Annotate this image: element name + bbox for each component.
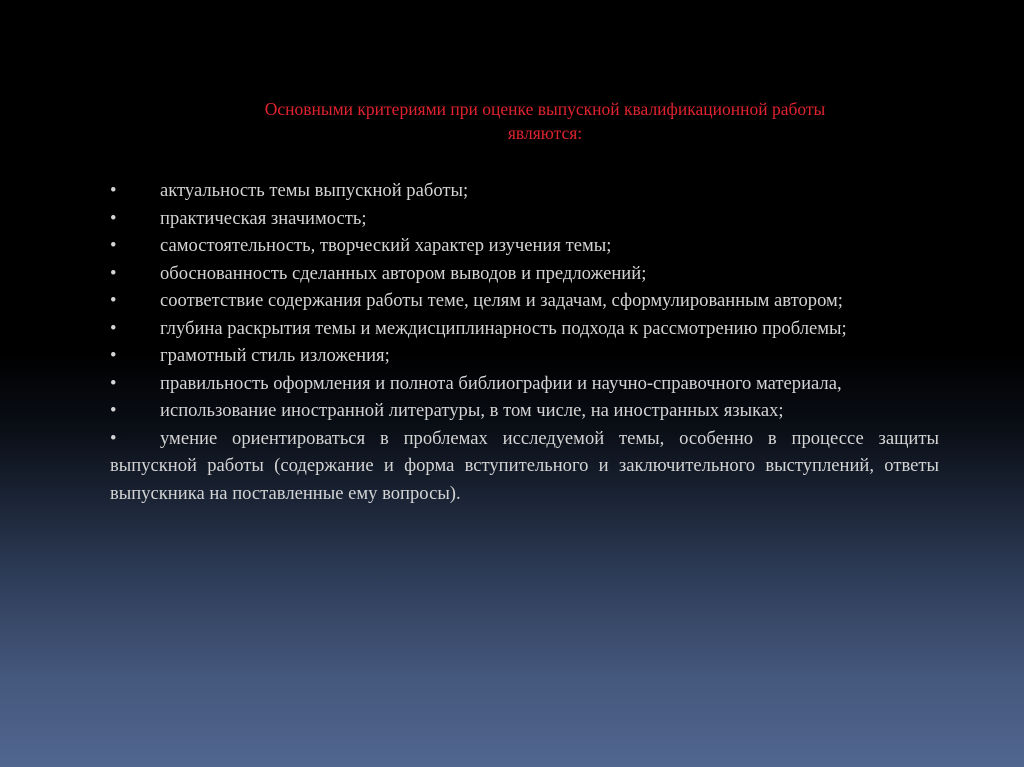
- bullet-icon: •: [110, 290, 117, 311]
- list-item-text: правильность оформления и полнота библиографии и научно-справочного материала,: [160, 372, 842, 394]
- list-item: [110, 370, 939, 398]
- bullet-icon: •: [110, 235, 117, 256]
- bullet-icon: •: [110, 317, 117, 339]
- list-item: [110, 232, 939, 260]
- list-item: [110, 287, 939, 315]
- list-item: [110, 425, 939, 508]
- list-item: [110, 315, 939, 343]
- bullet-icon: •: [110, 180, 117, 201]
- bullet-icon: •: [110, 262, 117, 284]
- list-item-text: обоснованность сделанных автором выводов и предложений;: [160, 262, 647, 284]
- slide-title: [110, 97, 980, 145]
- list-item-text: самостоятельность, творческий характер изучения темы;: [160, 235, 612, 256]
- slide-title-line-1: Основными критериями при оценке выпускной квалификационной работы: [264, 99, 826, 119]
- bullet-icon: •: [110, 400, 117, 421]
- list-item-text: актуальность темы выпускной работы;: [160, 180, 469, 201]
- list-item: [110, 205, 939, 233]
- bullet-icon: •: [110, 207, 117, 229]
- list-item: [110, 177, 939, 205]
- list-item: [110, 260, 939, 288]
- slide-title-line-2: являются:: [507, 123, 583, 143]
- list-item: [110, 397, 939, 425]
- list-item-text: практическая значимость;: [160, 207, 367, 229]
- criteria-list: [110, 177, 939, 507]
- bullet-icon: •: [110, 427, 117, 449]
- list-item-text: использование иностранной литературы, в том числе, на иностранных языках;: [160, 400, 784, 421]
- list-item-text: грамотный стиль изложения;: [160, 345, 390, 366]
- list-item: [110, 342, 939, 370]
- list-item-text: соответствие содержания работы теме, целям и задачам, сформулированным автором;: [160, 290, 843, 311]
- bullet-icon: •: [110, 372, 117, 394]
- list-item-text: глубина раскрытия темы и междисциплинарность подхода к рассмотрению проблемы;: [160, 317, 847, 339]
- list-item-text: умение ориентироваться в проблемах исследуемой темы, особенно в процессе защиты выпускной работы (содержание и форма вступительного и заключительного выступлений, ответы выпускника на поставленные ему вопросы).: [110, 427, 939, 504]
- bullet-icon: •: [110, 345, 117, 366]
